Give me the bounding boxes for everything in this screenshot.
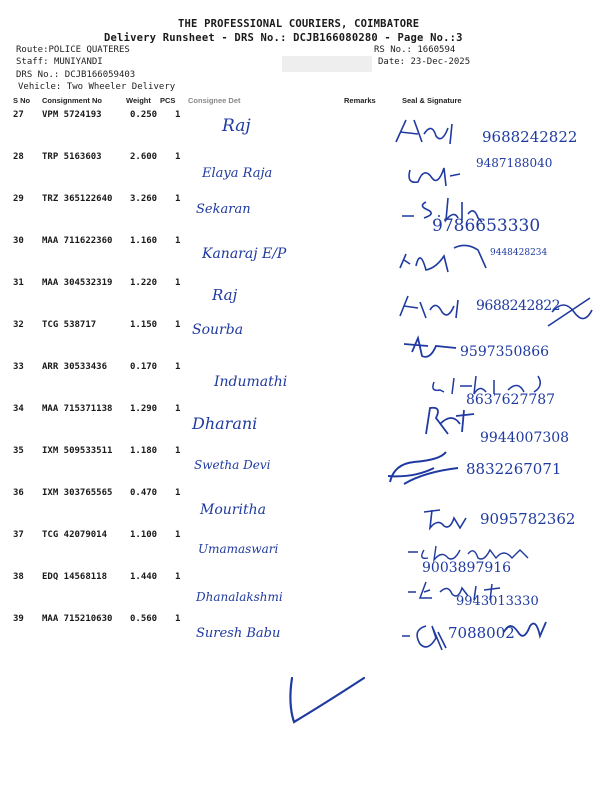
receiver-phone: 9448428234 [490,248,548,258]
row-sno: 34 [13,404,24,414]
row-weight: 1.220 [130,278,158,288]
row-pcs: 1 [175,320,181,330]
row-consignment: IXM 509533511 [42,446,113,456]
row-sno: 29 [13,194,24,204]
table-row [0,104,600,146]
receiver-name: Dhanalakshmi [196,590,283,604]
receiver-phone: 9944007308 [480,430,570,446]
row-weight: 1.160 [130,236,158,246]
row-weight: 0.470 [130,488,158,498]
signature [420,404,476,438]
receiver-name: Kanaraj E/P [202,246,287,262]
receiver-name: Raj [212,286,238,304]
route-label: Route: [16,45,49,55]
signature [398,620,450,656]
col-consignee: Consignee Det [188,96,241,105]
receiver-name: Umamaswari [198,542,279,556]
drs-line [16,70,135,80]
col-weight: Weight [126,96,151,105]
row-weight: 1.150 [130,320,158,330]
row-sno: 32 [13,320,24,330]
receiver-phone: 9688242822 [476,298,561,314]
runsheet-title: Delivery Runsheet - DRS No.: DCJB166080280 - Page No.:3 [104,32,463,44]
staff-label: Staff: [16,57,49,67]
row-weight: 1.100 [130,530,158,540]
receiver-name: Mouritha [200,502,266,518]
row-sno: 30 [13,236,24,246]
row-sno: 39 [13,614,24,624]
extra-phone: 7088002 [448,624,515,642]
row-consignment: MAA 711622360 [42,236,113,246]
table-row [0,146,600,188]
row-pcs: 1 [175,404,181,414]
signature [400,332,460,362]
row-sno: 31 [13,278,24,288]
row-consignment: TCG 42079014 [42,530,108,540]
row-sno: 37 [13,530,24,540]
row-pcs: 1 [175,362,181,372]
table-row [0,230,600,272]
receiver-phone: 9688242822 [482,128,578,146]
row-pcs: 1 [175,194,181,204]
row-sno: 38 [13,572,24,582]
vehicle-value: Two Wheeler Delivery [66,82,176,92]
signature [392,114,472,150]
receiver-name: Suresh Babu [196,626,281,641]
row-pcs: 1 [175,488,181,498]
row-weight: 0.560 [130,614,158,624]
signature-scribble [500,614,550,644]
receiver-phone: 9003897916 [422,560,512,576]
row-pcs: 1 [175,278,181,288]
row-sno: 36 [13,488,24,498]
row-weight: 1.180 [130,446,158,456]
vehicle-line [18,82,175,92]
row-sno: 33 [13,362,24,372]
date-line [378,57,470,67]
route-value: POLICE QUATERES [48,45,130,55]
receiver-phone: 9095782362 [480,510,576,528]
signature-scribble [544,292,596,332]
company-title: THE PROFESSIONAL COURIERS, COIMBATORE [178,18,420,30]
vehicle-label: Vehicle: [18,82,62,92]
row-weight: 0.250 [130,110,158,120]
row-sno: 28 [13,152,24,162]
row-consignment: IXM 303765565 [42,488,113,498]
rs-no-value: 1660594 [417,45,456,55]
row-consignment: MAA 304532319 [42,278,113,288]
row-consignment: MAA 715210630 [42,614,113,624]
table-row [0,272,600,314]
receiver-name: Sekaran [196,202,251,217]
receiver-name: Raj [222,116,251,136]
row-pcs: 1 [175,530,181,540]
row-weight: 1.290 [130,404,158,414]
row-weight: 1.440 [130,572,158,582]
col-consignment: Consignment No [42,96,102,105]
col-remarks: Remarks [344,96,376,105]
row-consignment: EDQ 14568118 [42,572,108,582]
receiver-phone: 9943013330 [456,594,539,609]
receiver-name: Dharani [192,414,258,433]
row-pcs: 1 [175,446,181,456]
receiver-name: Sourba [192,322,244,338]
stamp-smudge [282,56,372,72]
col-pcs: PCS [160,96,176,105]
receiver-name: Swetha Devi [194,458,271,472]
receiver-phone: 9786653330 [432,216,541,236]
row-pcs: 1 [175,614,181,624]
rs-no-label: RS No.: [374,45,412,55]
receiver-phone: 9597350866 [460,344,550,360]
row-sno: 27 [13,110,24,120]
receiver-phone: 9487188040 [476,156,553,170]
drs-label: DRS No.: [16,70,60,80]
staff-value: MUNIYANDI [53,57,103,67]
row-weight: 3.260 [130,194,158,204]
row-pcs: 1 [175,236,181,246]
row-consignment: TRZ 365122640 [42,194,113,204]
row-consignment: MAA 715371138 [42,404,113,414]
receiver-phone: 8637627787 [466,392,556,408]
row-pcs: 1 [175,152,181,162]
staff-line [16,57,103,67]
row-pcs: 1 [175,110,181,120]
row-consignment: TRP 5163603 [42,152,102,162]
receiver-name: Elaya Raja [202,166,273,181]
date-value: 23-Dec-2025 [410,57,471,67]
row-consignment: ARR 30533436 [42,362,108,372]
row-pcs: 1 [175,572,181,582]
col-seal: Seal & Signature [402,96,462,105]
receiver-phone: 8832267071 [466,460,562,478]
route-line [16,45,130,55]
row-consignment: VPM 5724193 [42,110,102,120]
table-row [0,188,600,236]
signature [404,156,474,190]
row-sno: 35 [13,446,24,456]
drs-value: DCJB166059403 [64,70,136,80]
rs-no-line [374,45,455,55]
check-mark-icon [284,674,370,726]
row-weight: 2.600 [130,152,158,162]
date-label: Date: [378,57,406,67]
col-sno: S No [13,96,31,105]
receiver-name: Indumathi [214,374,288,390]
row-consignment: TCG 538717 [42,320,97,330]
row-weight: 0.170 [130,362,158,372]
